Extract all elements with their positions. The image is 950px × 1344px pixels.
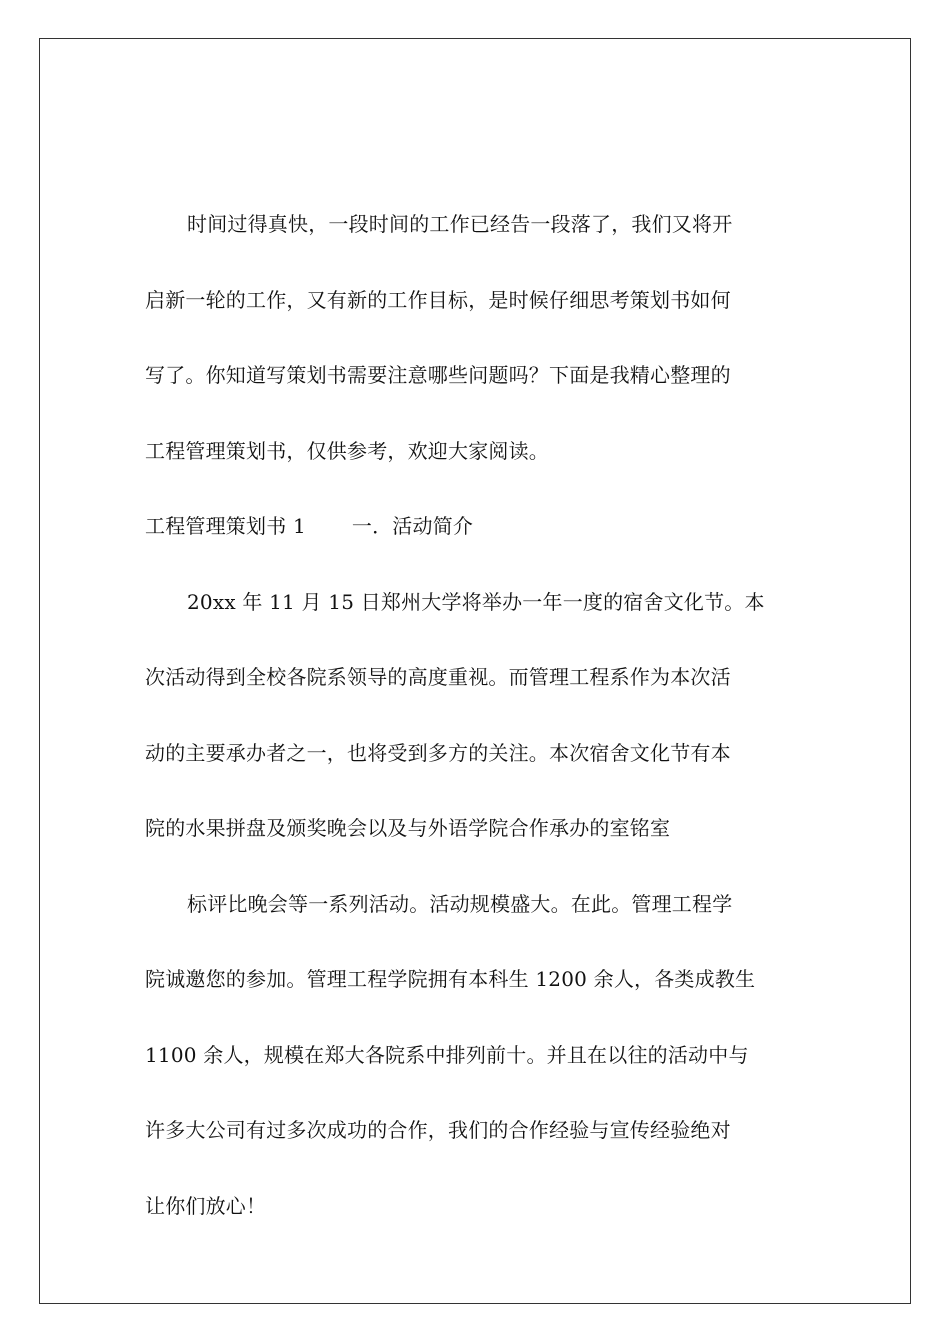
section-heading	[145, 504, 805, 580]
text-line: 工程管理策划书，仅供参考，欢迎大家阅读。	[145, 438, 549, 463]
text-line: 让你们放心！	[145, 1193, 267, 1218]
activity-paragraph-2	[145, 882, 805, 1260]
text-line: 动的主要承办者之一，也将受到多方的关注。本次宿舍文化节有本	[145, 740, 731, 765]
text-line: 1100 余人，规模在郑大各院系中排列前十。并且在以往的活动中与	[145, 1042, 749, 1067]
text-line: 写了。你知道写策划书需要注意哪些问题吗？下面是我精心整理的	[145, 363, 731, 387]
text-line: 许多大公司有过多次成功的合作，我们的合作经验与宣传经验绝对	[145, 1118, 731, 1142]
text-line: 时间过得真快，一段时间的工作已经告一段落了，我们又将开	[187, 212, 733, 236]
section-title: 工程管理策划书 1	[145, 514, 306, 538]
text-line: 20xx 年 11 月 15 日郑州大学将举办一年一度的宿舍文化节。本	[187, 589, 765, 614]
intro-paragraph	[145, 202, 805, 504]
text-line: 院的水果拼盘及颁奖晚会以及与外语学院合作承办的室铭室	[145, 816, 671, 840]
text-line: 标评比晚会等一系列活动。活动规模盛大。在此。管理工程学	[187, 891, 733, 916]
section-subtitle: 一．活动简介	[351, 514, 474, 538]
text-line: 次活动得到全校各院系领导的高度重视。而管理工程系作为本次活	[145, 665, 731, 689]
text-line: 启新一轮的工作，又有新的工作目标，是时候仔细思考策划书如何	[145, 287, 731, 312]
document-body	[145, 202, 805, 1259]
text-line: 院诚邀您的参加。管理工程学院拥有本科生 1200 余人，各类成教生	[145, 967, 756, 991]
activity-paragraph-1	[145, 580, 805, 882]
